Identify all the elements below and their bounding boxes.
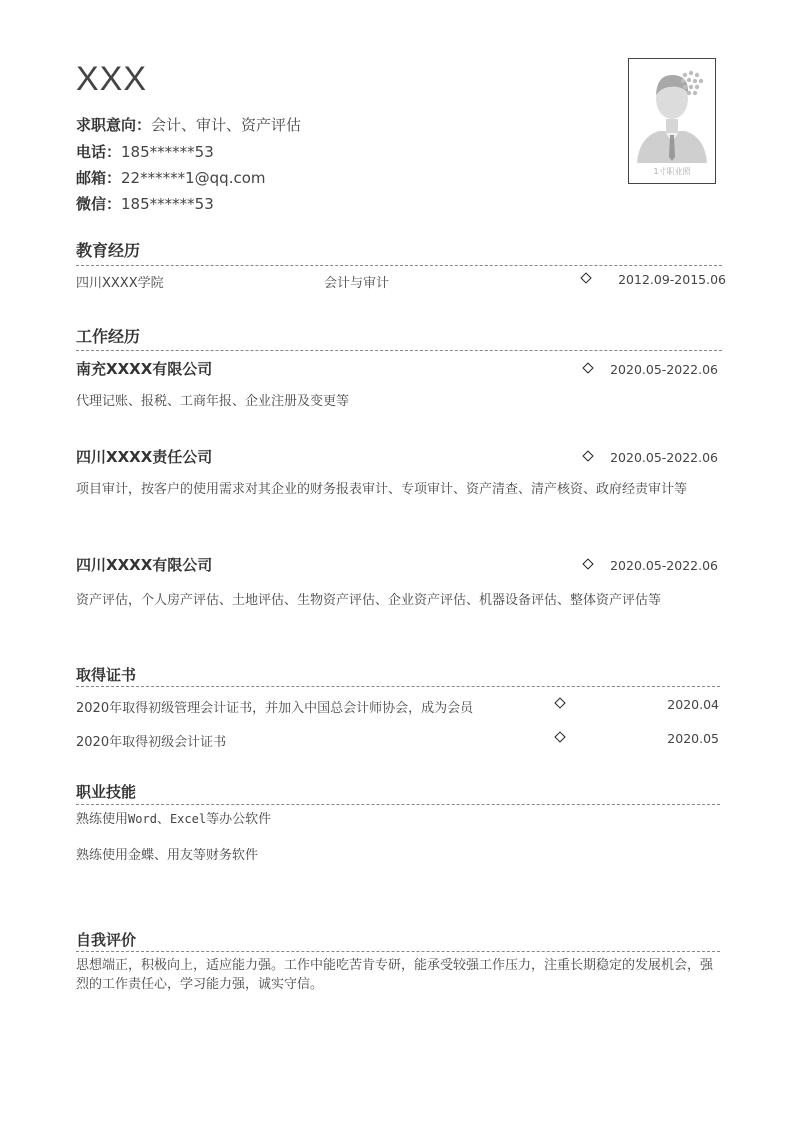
school-name: 四川XXXX学院 [76, 276, 164, 291]
candidate-name: XXX [76, 60, 148, 98]
education-divider [76, 265, 722, 266]
cert-text: 2020年取得初级会计证书 [76, 735, 227, 750]
diamond-bullet-icon [582, 362, 593, 373]
education-period: 2012.09-2015.06 [618, 272, 726, 287]
skill-excel: Excel [169, 812, 207, 826]
wechat-value: 185******53 [121, 195, 214, 213]
skill-item: 熟练使用金蝶、用友等财务软件 [76, 848, 259, 863]
phone [76, 141, 214, 162]
self-title: 自我评价 [76, 931, 137, 949]
cert-row [76, 697, 719, 717]
work-period-row [76, 362, 718, 382]
email-value: 22******1@qq.com [121, 169, 266, 187]
cert-date: 2020.05 [667, 731, 719, 746]
work-divider [76, 350, 722, 351]
work-company: 四川XXXX责任公司 [76, 448, 213, 466]
work-period: 2020.05-2022.06 [610, 362, 718, 377]
job-intent-label: 求职意向： [76, 116, 152, 134]
self-evaluation-text: 思想端正，积极向上，适应能力强。工作中能吃苦肯专研，能承受较强工作压力，注重长期稳定的发展机会，强烈的工作责任心，学习能力强，诚实守信。 [76, 958, 714, 992]
email [76, 167, 266, 188]
email-label: 邮箱： [76, 169, 122, 187]
work-company: 南充XXXX有限公司 [76, 360, 213, 378]
job-intent-value: 会计、审计、资产评估 [151, 116, 302, 134]
diamond-bullet-icon [554, 697, 565, 708]
skill-word: Word [128, 812, 157, 826]
phone-value: 185******53 [121, 143, 214, 161]
photo-caption: 1寸职业照 [653, 167, 691, 176]
work-description: 项目审计，按客户的使用需求对其企业的财务报表审计、专项审计、资产清查、清产核资、政府经责审计等 [76, 482, 688, 497]
diamond-bullet-icon [580, 272, 591, 283]
skill-text-end: 等办公软件 [206, 812, 272, 827]
certs-divider [76, 686, 720, 687]
cert-text: 2020年取得初级管理会计证书，并加入中国总会计师协会，成为会员 [76, 701, 474, 716]
phone-label: 电话： [76, 143, 122, 161]
person-avatar-icon [629, 59, 715, 183]
diamond-bullet-icon [582, 450, 593, 461]
major-name: 会计与审计 [324, 276, 390, 291]
diamond-bullet-icon [582, 558, 593, 569]
skills-title: 职业技能 [76, 783, 137, 801]
certs-title: 取得证书 [76, 666, 137, 684]
wechat-label: 微信： [76, 195, 122, 213]
skills-divider [76, 804, 720, 805]
work-description: 资产评估，个人房产评估、土地评估、生物资产评估、企业资产评估、机器设备评估、整体资产评估等 [76, 593, 662, 608]
work-period: 2020.05-2022.06 [610, 558, 718, 573]
self-divider [76, 951, 720, 952]
work-title: 工作经历 [76, 327, 141, 346]
diamond-bullet-icon [554, 731, 565, 742]
skill-text: 熟练使用 [76, 812, 129, 827]
cert-row [76, 731, 719, 751]
education-title: 教育经历 [76, 241, 141, 260]
work-description: 代理记账、报税、工商年报、企业注册及变更等 [76, 394, 350, 409]
skill-sep: 、 [156, 812, 170, 827]
work-period-row [76, 450, 718, 470]
profile-photo [628, 58, 716, 184]
work-period: 2020.05-2022.06 [610, 450, 718, 465]
education-row [76, 272, 726, 292]
work-period-row [76, 558, 718, 578]
cert-date: 2020.04 [667, 697, 719, 712]
job-intent [76, 114, 301, 135]
work-company: 四川XXXX有限公司 [76, 556, 213, 574]
skill-item [76, 810, 726, 829]
wechat [76, 193, 214, 214]
